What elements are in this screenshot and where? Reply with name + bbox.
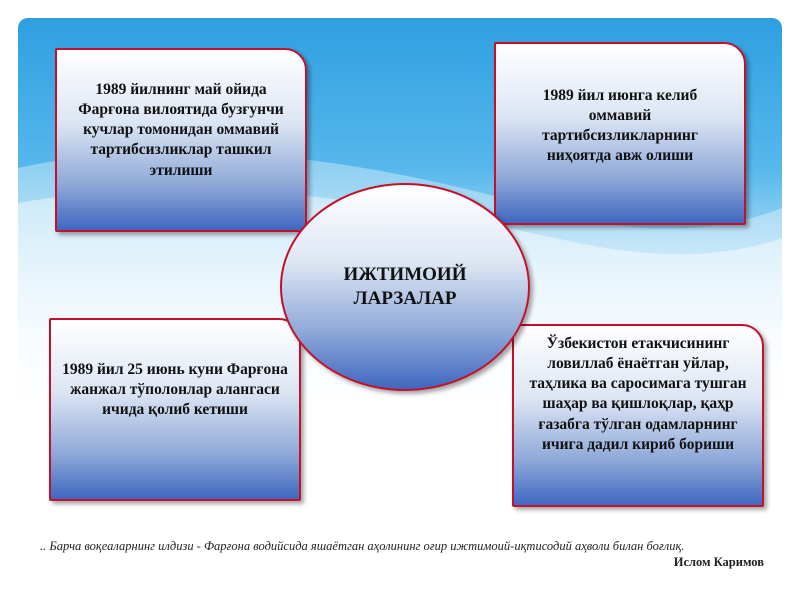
event-text-june-1989: 1989 йил июнга келиб оммавий тартибсизликларнинг ниҳоятда авж олиши — [542, 87, 698, 165]
event-box-june-1989 — [494, 42, 746, 225]
footer-author: Ислом Каримов — [673, 555, 764, 569]
event-text-may-1989: 1989 йилнинг май ойида Фарғона вилоятида бузғунчи кучлар томонидан оммавий тартибсизликлар ташкил этилиши — [78, 81, 284, 179]
event-text-leader-action: Ўзбекистон етакчисининг ловиллаб ёнаётган уйлар, таҳлика ва саросимага тушган шаҳар ва қишлоқлар, қаҳр ғазабга тўлган одамларнинг ичига дадил кириб бориши — [529, 335, 747, 453]
center-topic-title: ИЖТИМОИЙ ЛАРЗАЛАР — [343, 264, 467, 309]
event-box-leader-action — [512, 324, 764, 507]
event-text-june-25-1989: 1989 йил 25 июнь куни Фарғона жанжал тўполонлар алангаси ичида қолиб кетиши — [62, 361, 288, 419]
footer-quote: .. Барча воқеаларнинг илдизи - Фарғона водийсида яшаётган аҳолининг оғир ижтимоий-иқтисодий аҳволи билан боғлиқ. — [40, 539, 685, 553]
event-box-june-25-1989 — [49, 318, 301, 501]
center-topic-circle — [280, 183, 530, 391]
event-box-may-1989 — [55, 48, 307, 232]
